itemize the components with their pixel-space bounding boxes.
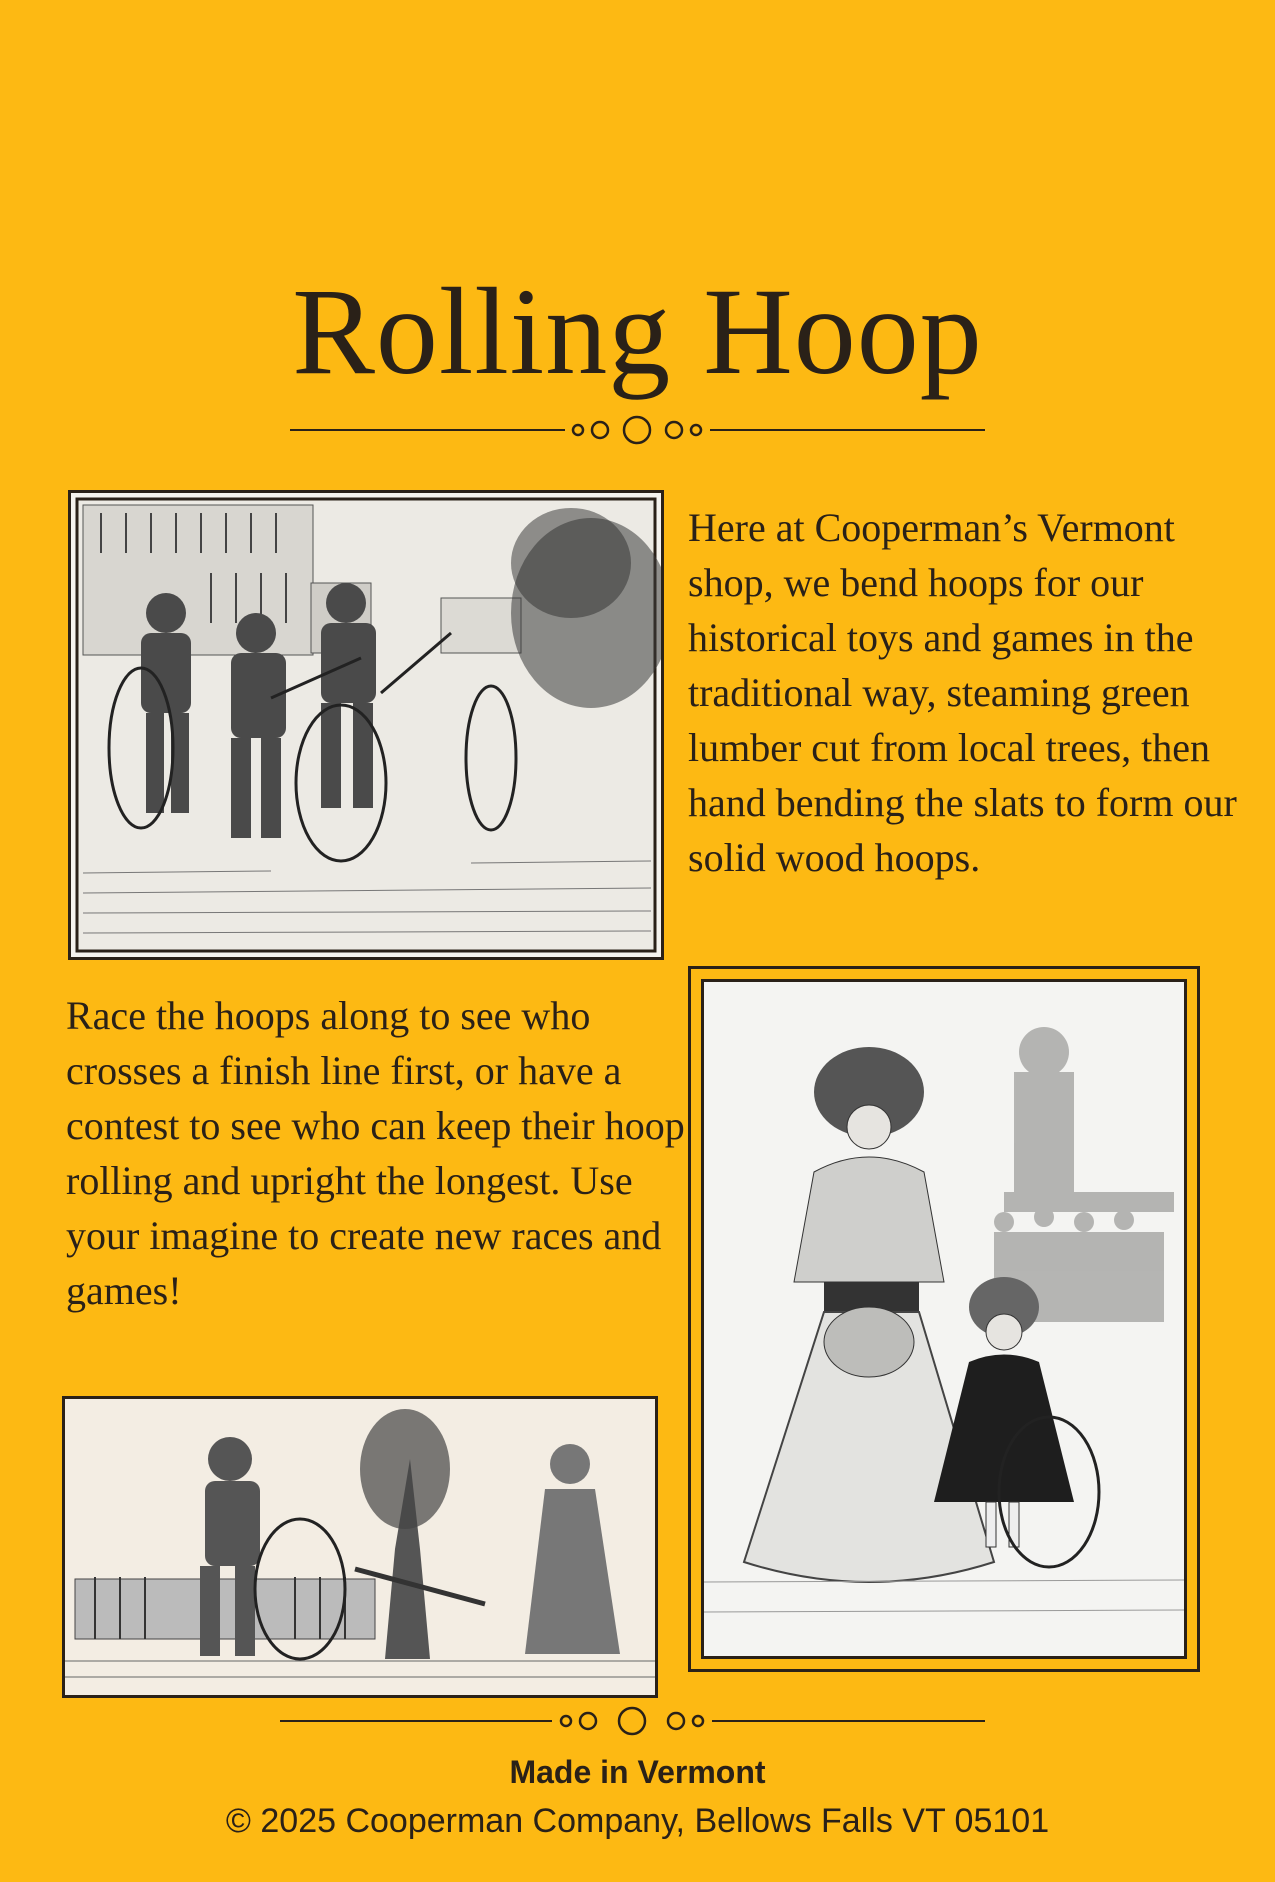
play-paragraph: Race the hoops along to see who crosses a finish line first, or have a contest to see who can keep their hoop rolling and upright the longest. Use your imagine to create new races and games! bbox=[66, 993, 685, 1313]
intro-paragraph: Here at Cooperman’s Vermont shop, we bend hoops for our historical toys and games in the traditional way, steaming green lumber cut from local trees, then hand bending the slats to form our solid wood hoops. bbox=[688, 505, 1237, 880]
ornamental-divider-top bbox=[0, 415, 1275, 445]
copyright-notice: © 2025 Cooperman Company, Bellows Falls VT 05101 bbox=[225, 1802, 1050, 1840]
engraving-boy-and-girl-with-hoop bbox=[62, 1396, 658, 1698]
ornamental-divider-bottom bbox=[0, 1706, 1275, 1736]
engraving-woman-and-girl-with-hoop bbox=[688, 966, 1200, 1672]
made-in-label: Made in Vermont bbox=[509, 1754, 766, 1790]
engraving-boys-rolling-hoops bbox=[68, 490, 664, 960]
page-title: Rolling Hoop bbox=[292, 263, 983, 400]
